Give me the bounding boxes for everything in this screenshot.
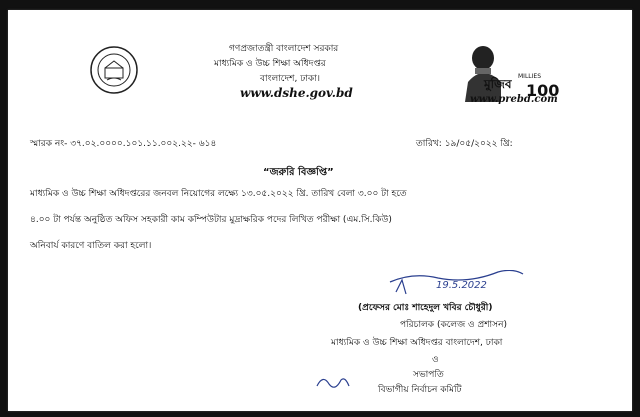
memo-reference: স্মারক নং- ৩৭.০২.০০০০.১০১.১১.০০২.২২- ৬১৪ <box>30 139 217 149</box>
initial-mark-image <box>313 372 353 394</box>
notice-title: “জরুরি বিজ্ঞপ্তি” <box>263 167 334 178</box>
signatory-designation: পরিচালক (কলেজ ও প্রশাসন) <box>400 320 507 330</box>
govt-line: গণপ্রজাতন্ত্রী বাংলাদেশ সরকার <box>229 44 339 54</box>
directorate-line: মাধ্যমিক ও উচ্চ শিক্ষা অধিদপ্তর <box>214 59 326 69</box>
body-line-3: অনিবার্য কারণে বাতিল করা হলো। <box>30 241 152 251</box>
website-link[interactable]: www.dshe.gov.bd <box>240 86 353 100</box>
right-website-link[interactable]: www.prebd.com <box>470 94 558 105</box>
body-line-2: ৪.০০ টা পর্যন্ত অনুষ্ঠিত অফিস সহকারী কাম কম্পিউটার মুদ্রাক্ষরিক পদের লিখিত পরীক্ষা (এম.সি.কিউ) <box>30 215 392 225</box>
signature-date: 19.5.2022 <box>436 280 487 291</box>
signatory-and: ও <box>432 355 439 365</box>
signatory-office: মাধ্যমিক ও উচ্চ শিক্ষা অধিদপ্তর বাংলাদেশ, ঢাকা <box>331 338 503 348</box>
body-line-1: মাধ্যমিক ও উচ্চ শিক্ষা অধিদপ্তরের জনবল নিয়োগের লক্ষ্যে ১৩.০৫.২০২২ খ্রি. তারিখ বেলা ৩.০০ টা হতে <box>30 189 407 199</box>
signatory-committee: বিভাগীয় নির্বাচন কমিটি <box>378 385 462 395</box>
notice-document <box>8 10 632 411</box>
signatory-role: সভাপতি <box>413 370 444 380</box>
mujib-label: মুজিব <box>484 77 512 91</box>
memo-date: তারিখ: ১৯/০৫/২০২২ খ্রি: <box>416 139 513 149</box>
mujib-100: 100 <box>526 81 560 100</box>
mujib-millies: MILLIES <box>518 73 542 80</box>
dshe-emblem-logo <box>90 46 138 94</box>
location-line: বাংলাদেশ, ঢাকা। <box>260 74 321 84</box>
signatory-name: (প্রফেসর মোঃ শাহেদুল খবির চৌধুরী) <box>358 303 493 313</box>
